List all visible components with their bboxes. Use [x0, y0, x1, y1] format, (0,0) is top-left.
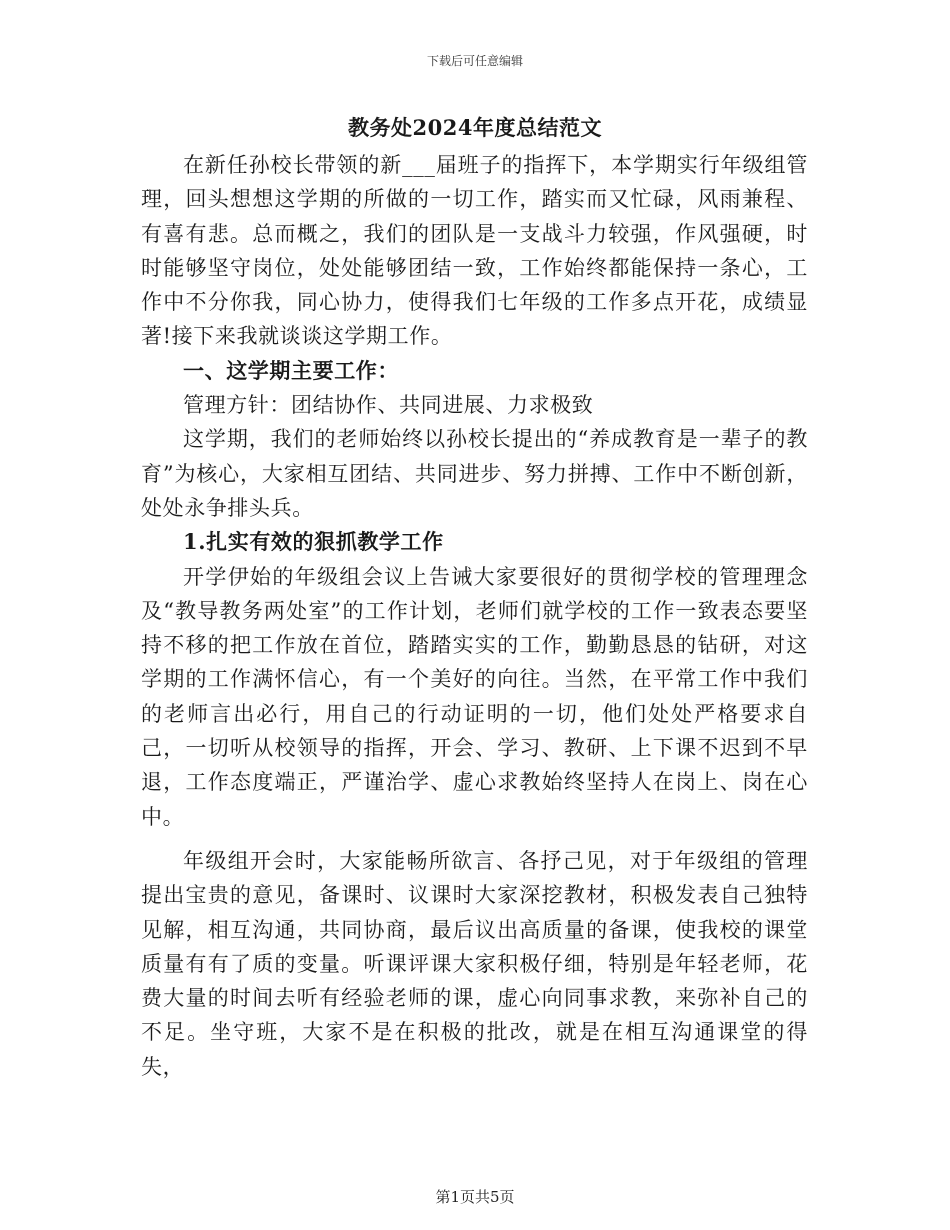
paragraph-teaching: 开学伊始的年级组会议上告诫大家要很好的贯彻学校的管理理念及“教导教务两处室”的工作计划，老师们就学校的工作一致表态要坚持不移的把工作放在首位，踏踏实实的工作，勤勤恳恳的钻研，对这学期的工作满怀信心，有一个美好的向往。当然，在平常工作中我们的老师言出必行，用自己的行动证明的一切，他们处处严格要求自己，一切听从校领导的指挥，开会、学习、教研、上下课不迟到不早退，工作态度端正，严谨治学、虚心求教始终坚持人在岗上、岗在心中。	[141, 564, 808, 829]
document-title: 教务处2024年度总结范文	[348, 115, 602, 140]
paragraph-policy: 管理方针：团结协作、共同进展、力求极致	[183, 393, 594, 418]
section-heading: 一、这学期主要工作：	[183, 357, 399, 383]
page-footer: 第1页共5页	[435, 1188, 515, 1206]
paragraph-semester: 这学期，我们的老师始终以孙校长提出的“养成教育是一辈子的教育”为核心，大家相互团结、共同进步、努力拼搏、工作中不断创新，处处永争排头兵。	[141, 427, 808, 520]
paragraph-intro: 在新任孙校长带领的新___届班子的指挥下，本学期实行年级组管理，回头想想这学期的所做的一切工作，踏实而又忙碌，风雨兼程、有喜有悲。总而概之，我们的团队是一支战斗力较强，作风强硬，时时能够坚守岗位，处处能够团结一致，工作始终都能保持一条心，工作中不分你我，同心协力，使得我们七年级的工作多点开花，成绩显著!接下来我就谈谈这学期工作。	[141, 153, 808, 349]
header-note: 下载后可任意编辑	[426, 54, 523, 68]
paragraph-meetings: 年级组开会时，大家能畅所欲言、各抒己见，对于年级组的管理提出宝贵的意见，备课时、议课时大家深挖教材，积极发表自己独特见解，相互沟通，共同协商，最后议出高质量的备课，使我校的课堂质量有有了质的变量。听课评课大家积极仔细，特别是年轻老师，花费大量的时间去听有经验老师的课，虚心向同事求教，来弥补自己的不足。坐守班，大家不是在积极的批改，就是在相互沟通课堂的得失，	[141, 848, 808, 1079]
subsection-heading: 1.扎实有效的狠抓教学工作	[183, 529, 444, 555]
document-body	[141, 148, 808, 1084]
